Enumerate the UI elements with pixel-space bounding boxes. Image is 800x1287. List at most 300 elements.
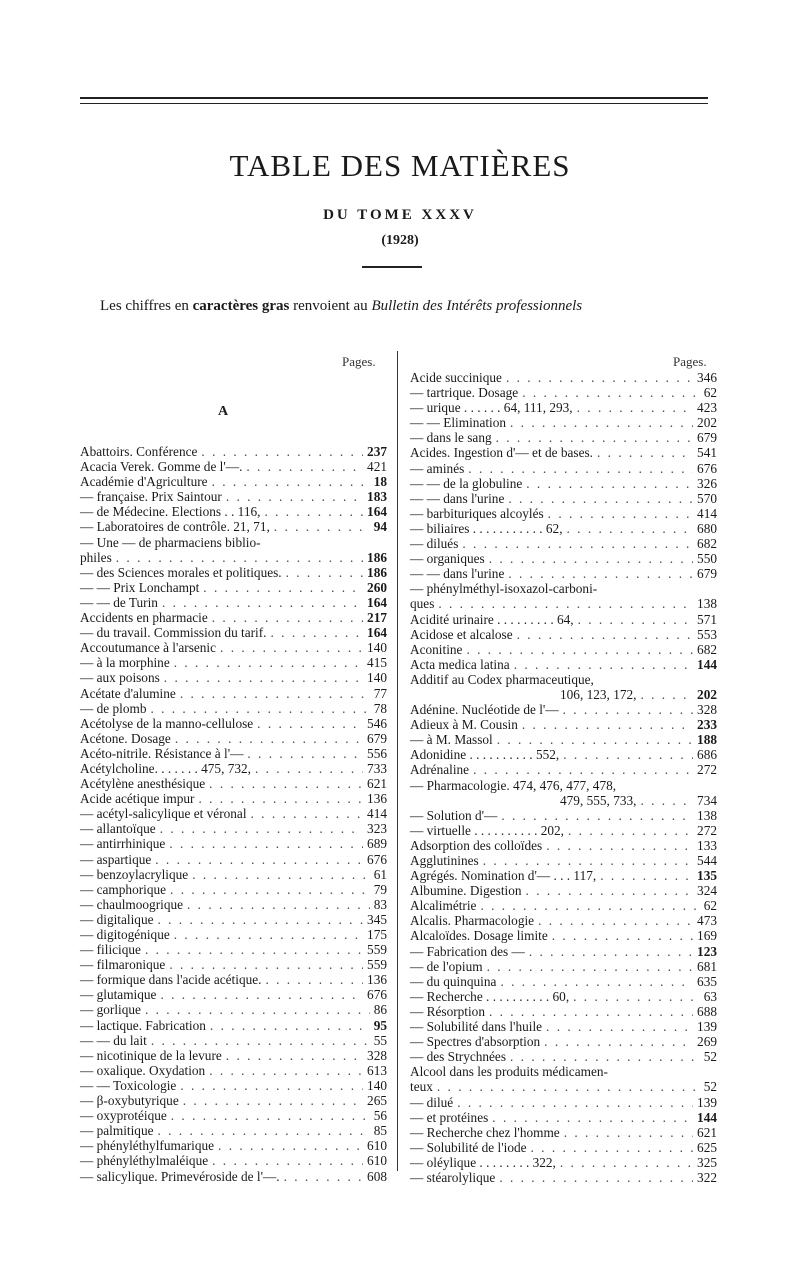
entry-term: — — dans l'urine: [410, 566, 505, 582]
page-number: 686: [697, 747, 717, 763]
leader-dots: [510, 415, 693, 430]
entry-term: — des Sciences morales et politiques.: [80, 564, 282, 580]
page-number: 18: [373, 474, 387, 490]
leader-dots: [151, 1033, 370, 1048]
entry-term: — Laboratoires de contrôle. 21, 71,: [80, 519, 270, 535]
leader-dots: [531, 1140, 694, 1155]
leader-dots: [522, 717, 693, 732]
index-entry: [80, 867, 387, 882]
index-entry: [410, 838, 717, 853]
leader-dots: [145, 942, 363, 957]
leader-dots: [501, 808, 693, 823]
index-entry: [80, 927, 387, 942]
index-entry: [410, 898, 717, 913]
index-entry: [410, 989, 717, 1004]
index-entry: [80, 580, 387, 595]
leader-dots: [546, 1019, 693, 1034]
index-entry: [80, 1033, 387, 1048]
index-entry: [80, 489, 387, 504]
leader-dots: [552, 928, 693, 943]
page-number: 625: [697, 1139, 717, 1155]
leader-dots: [457, 1095, 693, 1110]
page-number: 78: [373, 700, 387, 716]
leader-dots: [508, 566, 693, 581]
leader-dots: [174, 927, 363, 942]
index-entry: [410, 1034, 717, 1049]
page-number: 541: [697, 445, 717, 461]
leader-dots: [251, 806, 364, 821]
entry-term: — dilué: [410, 1094, 454, 1110]
page-number: 272: [697, 822, 717, 838]
entry-term: — phényléthylmaléique: [80, 1153, 209, 1169]
index-entry: [410, 657, 717, 672]
index-entry: [80, 731, 387, 746]
page-number: 688: [697, 1003, 717, 1019]
entry-term: — Spectres d'absorption: [410, 1034, 541, 1050]
leader-dots: [468, 461, 693, 476]
index-entry: [410, 747, 717, 762]
index-entry: [80, 746, 387, 761]
entry-term: — lactique. Fabrication: [80, 1017, 206, 1033]
page-number: 63: [703, 988, 717, 1004]
index-entry: [410, 732, 717, 747]
leader-dots: [526, 883, 694, 898]
entry-term: — Recherche . . . . . . . . . . 60,: [410, 988, 570, 1004]
entry-term: — du travail. Commission du tarif.: [80, 625, 267, 641]
leader-dots: [506, 370, 693, 385]
index-entry: [80, 504, 387, 519]
entry-term: Aconitine: [410, 641, 463, 657]
entry-term: Alcool dans les produits médicamen-: [410, 1064, 608, 1080]
page-number: 621: [367, 776, 387, 792]
entry-term: — Pharmacologie. 474, 476, 477, 478,: [410, 777, 617, 793]
leader-dots: [546, 838, 693, 853]
entry-term: — française. Prix Saintour: [80, 489, 222, 505]
index-entry: [80, 1018, 387, 1033]
volume-subtitle: DU TOME XXXV: [323, 207, 477, 223]
index-entry: [410, 521, 717, 536]
entry-term: Acidose et alcalose: [410, 626, 513, 642]
leader-dots: [538, 913, 693, 928]
index-entry: [410, 1110, 717, 1125]
entry-term: — barbituriques alcoylés: [410, 505, 544, 521]
entry-term: — nicotinique de la levure: [80, 1047, 222, 1063]
leader-dots: [203, 580, 363, 595]
page-number: 345: [367, 911, 387, 927]
leader-dots: [462, 536, 693, 551]
leader-dots: [212, 474, 370, 489]
entry-term: — glutamique: [80, 987, 157, 1003]
leader-dots: [492, 1110, 693, 1125]
index-entry: [410, 1079, 717, 1094]
leader-dots: [640, 793, 693, 808]
index-entry: [410, 430, 717, 445]
page-number: 570: [697, 490, 717, 506]
page-number: 269: [697, 1034, 717, 1050]
page-number: 138: [697, 807, 717, 823]
page-number: 734: [697, 792, 717, 808]
leader-dots: [265, 972, 363, 987]
leader-dots: [160, 987, 363, 1002]
index-entry: [410, 762, 717, 777]
index-entry: [80, 565, 387, 580]
leader-dots: [496, 430, 693, 445]
note-part-4: Bulletin des Intérêts professionnels: [371, 298, 583, 314]
index-entry: [80, 625, 387, 640]
leader-dots: [175, 731, 363, 746]
index-entry: [80, 595, 387, 610]
index-entry: [80, 444, 387, 459]
index-entry: [410, 551, 717, 566]
entry-term: — Résorption: [410, 1003, 485, 1019]
index-entry: [80, 1078, 387, 1093]
leader-dots: [226, 489, 363, 504]
page-number: 202: [697, 415, 717, 431]
page-number: 325: [697, 1154, 717, 1170]
entry-term: — des Strychnées: [410, 1049, 507, 1065]
index-entry: [80, 1063, 387, 1078]
index-entry: [410, 853, 717, 868]
leader-dots: [155, 852, 363, 867]
page-number: 144: [697, 1109, 717, 1125]
leader-dots: [466, 642, 693, 657]
entry-term: Acétylène anesthésique: [80, 776, 206, 792]
entry-term: Acides. Ingestion d'— et de bases.: [410, 445, 593, 461]
index-entry: [410, 415, 717, 430]
index-entry: [410, 1019, 717, 1034]
page-number: 546: [367, 715, 387, 731]
leader-dots: [510, 1049, 700, 1064]
entry-term: Acétolyse de la manno-cellulose: [80, 715, 254, 731]
page-number: 135: [697, 868, 717, 884]
entry-term: — Fabrication des —: [410, 943, 525, 959]
note-part-1: Les chiffres en: [100, 298, 189, 314]
top-rule-thin: [80, 103, 708, 104]
leader-dots: [116, 550, 363, 565]
leader-dots: [212, 1153, 363, 1168]
leader-dots: [522, 385, 700, 400]
page-number: 188: [697, 732, 717, 748]
entry-term: Acidité urinaire . . . . . . . . . 64,: [410, 611, 574, 627]
entry-term: — camphorique: [80, 881, 167, 897]
entry-term: — à M. Massol: [410, 732, 493, 748]
page-number: 140: [367, 640, 387, 656]
index-entry: [80, 1108, 387, 1123]
index-entry: [80, 610, 387, 625]
index-entry: [410, 717, 717, 732]
entry-term: Abattoirs. Conférence: [80, 444, 198, 459]
entry-term: — Solution d'—: [410, 807, 498, 823]
leader-dots: [489, 1004, 693, 1019]
page-number: 169: [697, 928, 717, 944]
pages-heading-right: Pages.: [673, 354, 707, 369]
index-entry: [80, 942, 387, 957]
leader-dots: [170, 882, 370, 897]
entry-term: — oxalique. Oxydation: [80, 1062, 206, 1078]
page-number: 136: [367, 972, 387, 988]
index-entry: [410, 566, 717, 581]
page-number: 52: [703, 1079, 717, 1095]
page-number: 56: [373, 1108, 387, 1124]
page-number: 676: [367, 851, 387, 867]
page-number: 260: [367, 579, 387, 595]
index-entry: [410, 1140, 717, 1155]
page-number: 324: [697, 883, 717, 899]
entry-term: — benzoylacrylique: [80, 866, 189, 882]
page-number: 140: [367, 670, 387, 686]
page-number: 679: [367, 730, 387, 746]
leader-dots: [274, 519, 370, 534]
page-number: 139: [697, 1094, 717, 1110]
page-number: 136: [367, 791, 387, 807]
page-number: 83: [373, 896, 387, 912]
page-number: 85: [373, 1123, 387, 1139]
index-entry: [80, 535, 387, 550]
section-letter: A: [218, 404, 229, 419]
page-number: 679: [697, 430, 717, 446]
page-number: 559: [367, 942, 387, 958]
entry-term: Acide succinique: [410, 370, 502, 385]
index-entry: [80, 791, 387, 806]
page-number: 682: [697, 536, 717, 552]
page-number: 79: [373, 881, 387, 897]
entry-term: — Solubilité dans l'huile: [410, 1019, 543, 1035]
page-number: 95: [373, 1017, 387, 1033]
index-entry: [410, 1004, 717, 1019]
index-entry: [80, 459, 387, 474]
index-entry: [80, 1002, 387, 1017]
page-number: 544: [697, 853, 717, 868]
leader-dots: [246, 459, 363, 474]
index-entry: [410, 1095, 717, 1110]
leader-dots: [257, 716, 363, 731]
page-number: 52: [703, 1049, 717, 1065]
page-number: 610: [367, 1138, 387, 1154]
entry-term: — — de Turin: [80, 594, 158, 610]
page-number: 421: [367, 459, 387, 475]
page-number: 138: [697, 596, 717, 612]
entry-term: — Solubilité de l'iode: [410, 1139, 527, 1155]
page-number: 414: [367, 806, 387, 822]
page-number: 676: [697, 460, 717, 476]
index-entry: [80, 1048, 387, 1063]
page-number: 237: [367, 444, 387, 459]
leader-dots: [544, 1034, 693, 1049]
entry-term: Agrégés. Nomination d'— . . . 117,: [410, 868, 597, 884]
leader-dots: [578, 612, 693, 627]
entry-term: — à la morphine: [80, 655, 170, 671]
leader-dots: [526, 476, 693, 491]
leader-dots: [500, 974, 693, 989]
leader-dots: [210, 1018, 370, 1033]
entry-term: — phényléthylfumarique: [80, 1138, 215, 1154]
entry-term: — digitogénique: [80, 927, 170, 942]
leader-dots: [264, 504, 363, 519]
page-number: 175: [367, 927, 387, 942]
entry-term: — digitalique: [80, 911, 154, 927]
note-part-2: caractères gras: [192, 298, 290, 314]
index-entry: [410, 1064, 717, 1079]
leader-dots: [187, 897, 370, 912]
index-entry: [410, 928, 717, 943]
index-entry: [80, 1123, 387, 1138]
index-entry: [410, 944, 717, 959]
entry-term: — acétyl-salicylique et véronal: [80, 806, 247, 822]
index-entry: [80, 519, 387, 534]
entry-term: Alcaloïdes. Dosage limite: [410, 928, 548, 944]
entry-term: Accoutumance à l'arsenic: [80, 640, 217, 656]
entry-term: — Recherche chez l'homme: [410, 1124, 560, 1140]
entry-term: — aspartique: [80, 851, 152, 867]
index-entry: [410, 868, 717, 883]
page-number: 61: [373, 866, 387, 882]
leader-dots: [577, 400, 693, 415]
note-part-3: renvoient au: [293, 298, 368, 314]
page-number: 323: [367, 821, 387, 837]
entry-term: Adénine. Nucléotide de l'—: [410, 702, 559, 718]
page-number: 202: [697, 686, 717, 702]
leader-dots: [529, 944, 693, 959]
entry-term: Accidents en pharmacie: [80, 610, 208, 626]
leader-dots: [201, 444, 363, 459]
page-number: 559: [367, 957, 387, 973]
index-entry: [80, 836, 387, 851]
index-entry: [410, 596, 717, 611]
page-number: 186: [367, 564, 387, 580]
index-entry: [80, 957, 387, 972]
leader-dots: [286, 565, 363, 580]
entry-term: — filicique: [80, 942, 141, 958]
leader-dots: [169, 836, 363, 851]
leader-dots: [162, 595, 363, 610]
index-entry: [410, 702, 717, 717]
page-number: 123: [697, 943, 717, 959]
leader-dots: [487, 959, 693, 974]
entry-term: — de l'opium: [410, 958, 483, 974]
entry-term: — biliaires . . . . . . . . . . . 62,: [410, 520, 563, 536]
leader-dots: [473, 762, 693, 777]
leader-dots: [438, 596, 693, 611]
page-number: 164: [367, 504, 387, 520]
entry-term: Acacia Verek. Gomme de l'—.: [80, 459, 243, 475]
entry-term: — palmitique: [80, 1123, 154, 1139]
entry-term: teux: [410, 1079, 433, 1095]
entry-term: — — Prix Lonchampt: [80, 579, 200, 595]
index-entry: [410, 808, 717, 823]
leader-dots: [597, 445, 693, 460]
index-entry: [410, 1155, 717, 1170]
index-entry: [410, 370, 717, 385]
leader-dots: [480, 898, 699, 913]
leader-dots: [183, 1093, 363, 1108]
index-entry: [80, 1138, 387, 1153]
leader-dots: [220, 640, 363, 655]
index-entry: [80, 852, 387, 867]
page-number: 62: [703, 898, 717, 914]
title-underline: [362, 266, 422, 268]
entry-term: — oxyprotéique: [80, 1108, 167, 1124]
entry-term: — β-oxybutyrique: [80, 1093, 179, 1109]
entry-term: — oléylique . . . . . . . . 322,: [410, 1154, 556, 1170]
page-number: 733: [367, 760, 387, 776]
entry-term: Adsorption des colloïdes: [410, 837, 543, 853]
leader-dots: [640, 687, 693, 702]
index-entry: [410, 385, 717, 400]
index-entry: [410, 612, 717, 627]
leader-dots: [158, 912, 364, 927]
leader-dots: [180, 686, 370, 701]
index-entry: [80, 821, 387, 836]
leader-dots: [568, 823, 693, 838]
index-entry: [410, 491, 717, 506]
index-entry: [80, 972, 387, 987]
bold-numbers-note: [100, 298, 720, 315]
entry-term: — dilués: [410, 536, 459, 552]
index-entry: [410, 883, 717, 898]
index-entry: [80, 655, 387, 670]
leader-dots: [499, 1170, 693, 1185]
top-rule-thick: [80, 97, 708, 99]
leader-dots: [218, 1138, 363, 1153]
entry-term: — aux poisons: [80, 670, 160, 686]
index-entry: [410, 506, 717, 521]
page-number: 415: [367, 655, 387, 671]
entry-term: — — Elimination: [410, 415, 507, 431]
index-entry: [80, 550, 387, 565]
leader-dots: [192, 867, 370, 882]
leader-dots: [171, 1108, 370, 1123]
index-column-right: [410, 370, 717, 1185]
entry-term: — gorlique: [80, 1002, 141, 1018]
index-entry: [410, 642, 717, 657]
page-number: 553: [697, 626, 717, 642]
index-entry: [410, 823, 717, 838]
index-entry: [80, 474, 387, 489]
leader-dots: [180, 1078, 363, 1093]
entry-term: — de Médecine. Elections . . 116,: [80, 504, 261, 520]
entry-term: — allantoïque: [80, 821, 156, 837]
entry-term: — phénylméthyl-isoxazol-carboni-: [410, 581, 598, 597]
index-entry: [410, 627, 717, 642]
leader-dots: [489, 551, 693, 566]
page-number: 133: [697, 837, 717, 853]
page-number: 621: [697, 1124, 717, 1140]
leader-dots: [255, 761, 363, 776]
leader-dots: [560, 1155, 693, 1170]
page-number: 326: [697, 475, 717, 491]
entry-term: — tartrique. Dosage: [410, 385, 519, 401]
pages-heading-left: Pages.: [342, 354, 376, 369]
entry-term: philes: [80, 549, 112, 565]
index-entry: [410, 974, 717, 989]
page-number: 550: [697, 551, 717, 567]
leader-dots: [517, 627, 693, 642]
leader-dots: [164, 670, 363, 685]
index-entry: [80, 897, 387, 912]
entry-term: Acta medica latina: [410, 656, 510, 672]
column-divider: [397, 351, 398, 1171]
index-entry: [80, 761, 387, 776]
page-number: 62: [703, 385, 717, 401]
leader-dots: [209, 776, 363, 791]
index-entry: [80, 882, 387, 897]
leader-dots: [145, 1002, 370, 1017]
leader-dots: [169, 957, 363, 972]
page-number: 328: [367, 1047, 387, 1063]
leader-dots: [497, 732, 693, 747]
leader-dots: [160, 821, 363, 836]
entry-term: — — du lait: [80, 1032, 147, 1048]
